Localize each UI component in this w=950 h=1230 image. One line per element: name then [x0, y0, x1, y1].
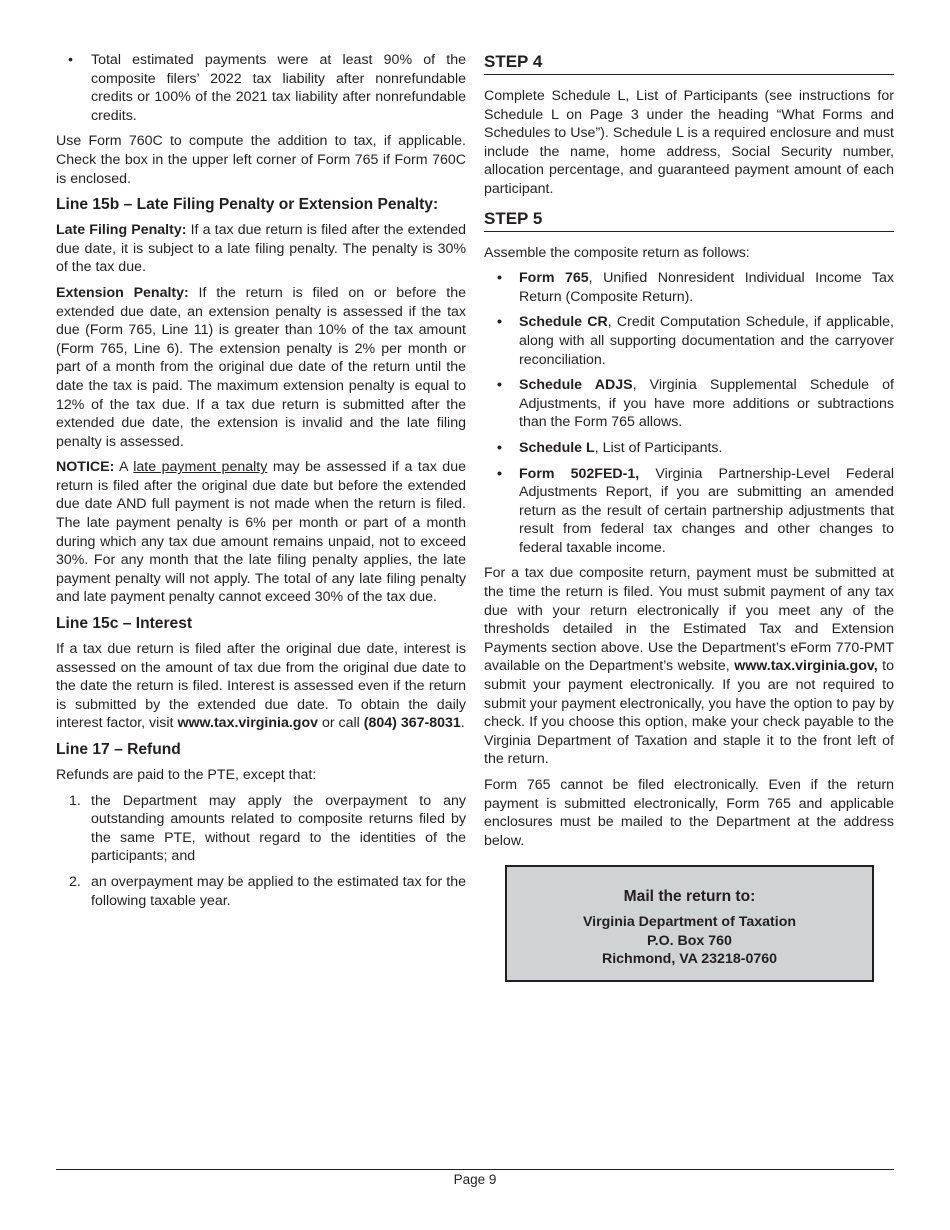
assemble-item-form: Form 502FED-1,	[519, 465, 640, 482]
step-4-paragraph: Complete Schedule L, List of Participants (see instructions for Schedule L on Page 3 under the heading “What Forms and Schedules to Use”). Schedule L is a required enclosure and must include the name, home address, Social Security number, allocation percentage, and guaranteed payment amount of each participant.	[484, 88, 894, 197]
refund-item-text: an overpayment may be applied to the estimated tax for the following taxable year.	[91, 873, 466, 909]
late-payment-penalty-term: late payment penalty	[133, 459, 268, 476]
step-4-heading: STEP 4	[484, 51, 894, 75]
assemble-item	[484, 313, 894, 369]
mailing-address	[507, 913, 872, 969]
interest-paragraph	[56, 640, 466, 733]
payment-text-continued: to submit your payment electronically. If you are not required to submit your payment electronically, you have the option to pay by check. If you choose this option, make your check payable to the Virginia Department of Taxation and staple it to the front left of the return.	[484, 658, 895, 768]
form-760c-paragraph: Use Form 760C to compute the addition to tax, if applicable. Check the box in the upper left corner of Form 765 if Form 760C is enclosed.	[56, 133, 466, 187]
assemble-item-text: , Unified Nonresident Individual Income Tax Return (Composite Return).	[519, 270, 894, 305]
assemble-item-text: , List of Participants.	[594, 439, 723, 456]
tax-website-link[interactable]: www.tax.virginia.gov	[177, 715, 319, 732]
payment-paragraph	[484, 564, 894, 769]
payment-text: For a tax due composite return, payment must be submitted at the time the return is filed. You must submit payment of any tax due with your return electronically if you meet any of the thresholds detailed in the Estimated Tax and Extension Payments section above. Use the Department’s eForm 770-PMT available on the Department’s website,	[484, 565, 894, 675]
interest-period: .	[460, 715, 465, 732]
mail-note-paragraph: Form 765 cannot be filed electronically. Even if the return payment is submitted electronically, Form 765 and applicable enclosures must be mailed to the Department at the address below.	[484, 777, 894, 849]
page-number: Page 9	[453, 1172, 497, 1187]
assemble-item-text: , Credit Computation Schedule, if applicable, along with all supporting documentation and the carryover reconciliation.	[519, 314, 894, 368]
estimated-payments-bullet	[56, 51, 466, 125]
tax-website-link[interactable]: www.tax.virginia.gov,	[734, 658, 878, 675]
assemble-item	[484, 269, 894, 306]
bullet-marker: •	[497, 314, 502, 331]
assemble-item-form: Schedule CR	[519, 314, 608, 331]
assemble-item-form: Schedule ADJS	[519, 377, 633, 394]
notice-pre: A	[114, 459, 134, 476]
bullet-marker: •	[497, 465, 502, 482]
address-line: P.O. Box 760	[647, 932, 732, 949]
step-5-intro: Assemble the composite return as follows:	[484, 244, 750, 261]
assemble-item	[484, 376, 894, 432]
extension-penalty-label: Extension Penalty:	[56, 284, 189, 301]
assemble-item-text: Virginia Partnership-Level Federal Adjustments Report, if you are submitting an amended return as the result of certain partnership adjustments that result from federal tax changes and other changes to federal taxable income.	[519, 465, 894, 556]
address-line: Richmond, VA 23218-0760	[601, 951, 778, 968]
line-15c-heading: Line 15c – Interest	[56, 615, 193, 633]
assemble-item	[484, 439, 894, 458]
refund-item	[56, 792, 466, 866]
refund-item	[56, 873, 466, 910]
refund-item-text: the Department may apply the overpayment to any outstanding amounts related to composite returns filed by the same PTE, without regard to the identities of the participants; and	[91, 792, 466, 865]
mailing-address-box	[505, 865, 874, 982]
footer-divider	[56, 1169, 894, 1170]
notice-paragraph	[56, 458, 466, 607]
late-filing-penalty-text: If a tax due return is filed after the extended due date, it is subject to a late filing penalty. The penalty is 30% of the tax due.	[56, 222, 466, 276]
refund-intro: Refunds are paid to the PTE, except that:	[56, 767, 317, 783]
bullet-marker: •	[497, 439, 502, 456]
phone-number: (804) 367-8031	[363, 715, 461, 732]
assemble-item-form: Form 765	[519, 270, 589, 287]
interest-text: If a tax due return is filed after the original due date, interest is assessed on the amount of tax due from the original due date to the date the return is filed. Interest is assessed even if the return is submitted by the extended due date. To obtain the daily interest factor, visit	[56, 641, 466, 732]
assemble-item	[484, 465, 894, 558]
line-17-heading: Line 17 – Refund	[56, 741, 181, 758]
right-column	[484, 51, 894, 857]
refund-item-number: 1.	[69, 792, 81, 809]
late-filing-penalty-paragraph	[56, 221, 466, 277]
refund-item-number: 2.	[69, 873, 81, 890]
bullet-marker: •	[497, 270, 502, 287]
step-5-heading: STEP 5	[484, 208, 894, 232]
bullet-text: Total estimated payments were at least 90% of the composite filers’ 2022 tax liability after nonrefundable credits or 100% of the 2021 tax liability after nonrefundable credits.	[91, 52, 466, 124]
address-line: Virginia Department of Taxation	[582, 914, 797, 930]
assemble-item-text: , Virginia Supplemental Schedule of Adjustments, if you have more additions or subtractions than the Form 765 allows.	[519, 377, 894, 431]
mail-box-title: Mail the return to:	[623, 888, 756, 905]
extension-penalty-paragraph	[56, 284, 466, 451]
line-15b-heading: Line 15b – Late Filing Penalty or Extension Penalty:	[56, 196, 439, 214]
notice-text: may be assessed if a tax due return is filed after the original due date but before the extended due date AND full payment is not made when the return is filed. The late payment penalty is 6% per month or part of a month during which any tax due amount remains unpaid, not to exceed 30%. For any month that the late filing penalty applies, the late payment penalty will not apply. The total of any late filing penalty and late payment penalty cannot exceed 30% of the tax due.	[56, 459, 466, 606]
extension-penalty-text: If the return is filed on or before the extended due date, an extension penalty is assessed if the tax due (Form 765, Line 11) is greater than 10% of the tax amount (Form 765, Line 6). The extension penalty is 2% per month or part of a month from the original due date of the return until the date the tax is paid. The maximum extension penalty is equal to 12% of the tax due. If a tax due return is submitted after the extended due date, the extension is invalid and the late filing penalty is assessed.	[56, 284, 466, 450]
bullet-marker: •	[68, 52, 73, 68]
interest-text-or-call: or call	[318, 715, 364, 732]
left-column	[56, 51, 466, 917]
late-filing-penalty-label: Late Filing Penalty:	[56, 222, 187, 239]
assemble-item-form: Schedule L	[519, 439, 595, 456]
bullet-marker: •	[497, 377, 502, 394]
notice-label: NOTICE:	[56, 459, 115, 476]
